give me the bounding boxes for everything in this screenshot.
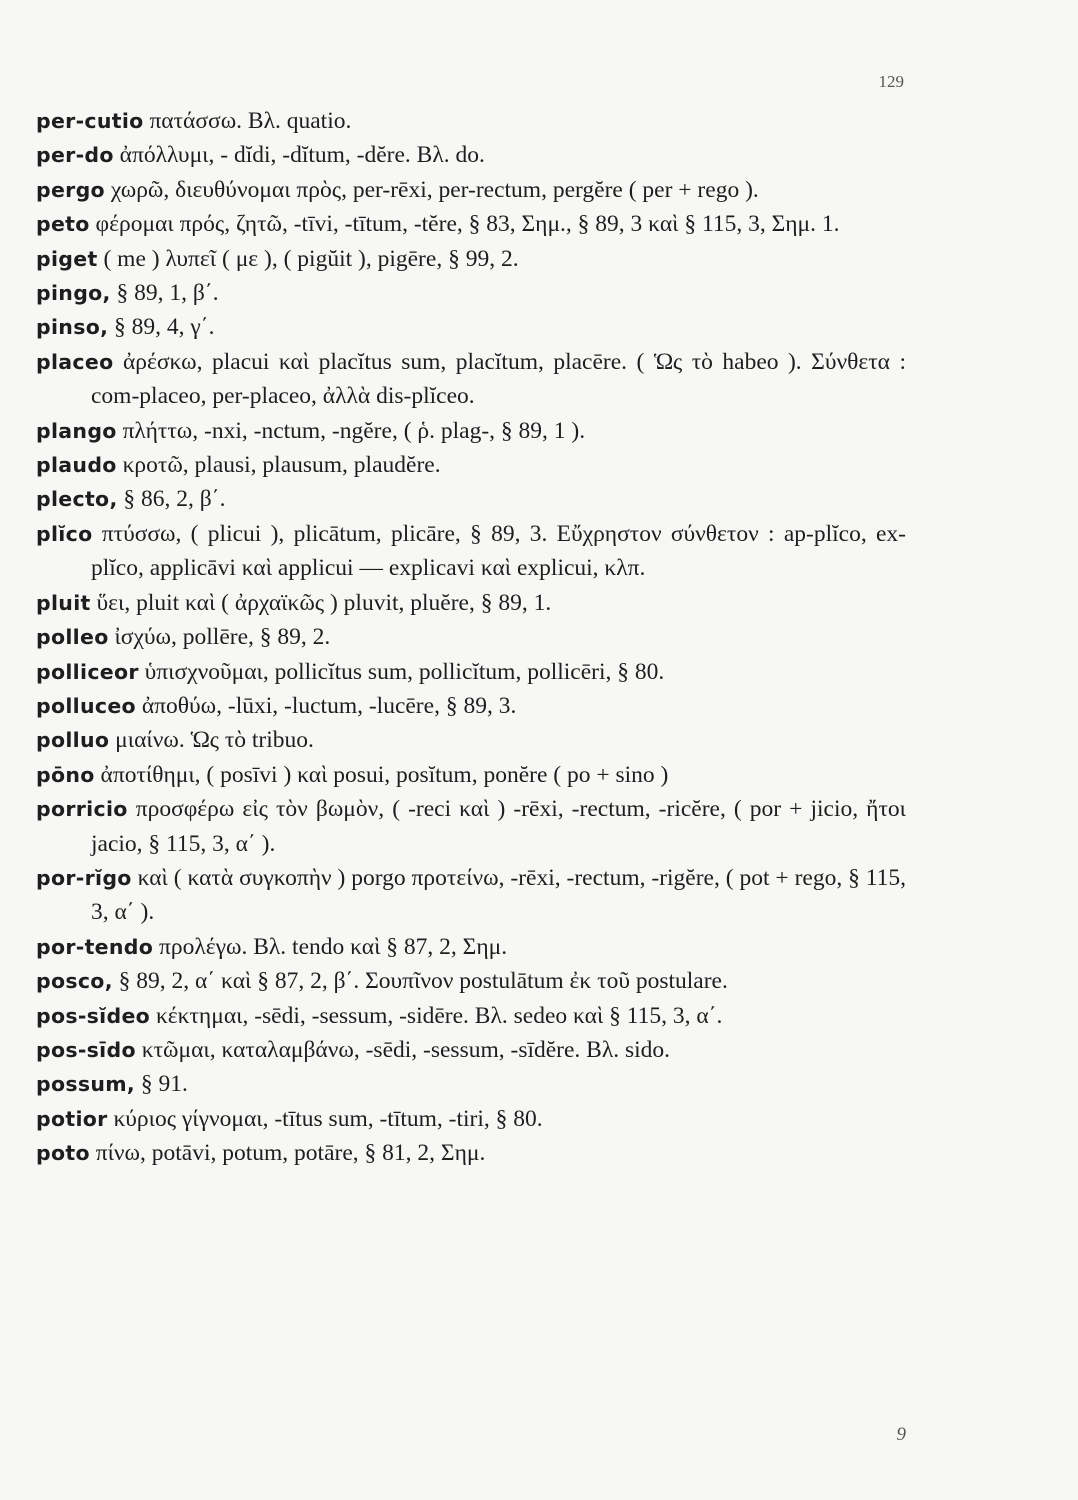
entry-definition: προσφέρω εἰς τὸν βωμὸν, ( -reci καὶ ) -rēxi, -rectum, -ricĕre, ( por + jicio, ἤτοι jacio, § 115, 3, α΄ ).: [91, 796, 906, 857]
dictionary-entry: [36, 655, 906, 689]
entry-headword: polleo: [36, 625, 109, 650]
entry-definition: φέρομαι πρός, ζητῶ, -tīvi, -tītum, -tĕre, § 83, Σημ., § 89, 3 καὶ § 115, 3, Σημ. 1.: [95, 211, 840, 238]
entry-headword: plaudo: [36, 453, 117, 478]
dictionary-entry: [36, 1136, 906, 1170]
entry-headword: posco,: [36, 969, 113, 994]
dictionary-entry: [36, 586, 906, 620]
dictionary-entry: [36, 345, 906, 414]
dictionary-entry: [36, 861, 906, 930]
entry-definition: κροτῶ, plausi, plausum, plaudĕre.: [122, 452, 441, 479]
entry-headword: placeo: [36, 349, 114, 374]
page-number: 129: [878, 72, 904, 91]
dictionary-entry: [36, 689, 906, 723]
entry-definition: πλήττω, -nxi, -nctum, -ngĕre, ( ῥ. plag-, § 89, 1 ).: [122, 417, 586, 444]
dictionary-entry: [36, 310, 906, 344]
entry-headword: por-rĭgo: [36, 865, 132, 890]
entry-headword: pinso,: [36, 315, 109, 340]
entry-headword: plĭco: [36, 521, 93, 546]
entry-headword: per-do: [36, 143, 114, 168]
entry-definition: πατάσσω. Βλ. quatio.: [149, 108, 352, 134]
entry-definition: § 91.: [140, 1071, 188, 1098]
dictionary-entry: [36, 207, 906, 241]
entry-definition: κτῶμαι, καταλαμβάνω, -sēdi, -sessum, -sīdĕre. Βλ. sido.: [141, 1036, 671, 1063]
entry-headword: pos-sīdo: [36, 1037, 136, 1062]
entry-headword: potior: [36, 1106, 108, 1131]
dictionary-entry: [36, 482, 906, 516]
dictionary-entry: [36, 620, 906, 654]
entry-headword: piget: [36, 246, 98, 271]
entry-definition: § 86, 2, β΄.: [123, 486, 226, 513]
entry-headword: pluit: [36, 590, 91, 615]
dictionary-entry: [36, 1033, 906, 1067]
entry-definition: κέκτημαι, -sēdi, -sessum, -sidēre. Βλ. sedeo καὶ § 115, 3, α΄.: [155, 1002, 723, 1029]
entry-definition: ὕει, pluit καὶ ( ἀρχαϊκῶς ) pluvit, pluĕre, § 89, 1.: [96, 589, 552, 616]
entry-headword: polluceo: [36, 693, 136, 718]
dictionary-entry: [36, 758, 906, 792]
dictionary-entry: [36, 276, 906, 310]
entry-definition: ἰσχύω, pollēre, § 89, 2.: [114, 624, 331, 651]
entry-headword: per-cutio: [36, 109, 144, 133]
entry-definition: ( me ) λυπεῖ ( με ), ( pigŭit ), pigēre, § 99, 2.: [103, 245, 519, 272]
dictionary-entry: [36, 930, 906, 964]
dictionary-entry: [36, 1102, 906, 1136]
dictionary-entry: [36, 104, 906, 138]
entry-definition: προλέγω. Βλ. tendo καὶ § 87, 2, Σημ.: [159, 933, 508, 960]
signature-mark: 9: [896, 1424, 906, 1445]
entry-definition: ἀρέσκω, placui καὶ placĭtus sum, placĭtum, placēre. ( Ὡς τὸ habeo ). Σύνθετα : com-placeo, per-placeo, ἀλλὰ dis-plĭceo.: [91, 348, 906, 410]
entry-headword: possum,: [36, 1072, 136, 1097]
entry-definition: χωρῶ, διευθύνομαι πρὸς, per-rēxi, per-rectum, pergĕre ( per + rego ).: [110, 176, 759, 203]
entry-definition: § 89, 1, β΄.: [116, 280, 219, 307]
entry-headword: plango: [36, 418, 117, 443]
dictionary-entry: [36, 173, 906, 207]
dictionary-entry: [36, 138, 906, 172]
dictionary-entry: [36, 964, 906, 998]
entry-headword: plecto,: [36, 487, 118, 512]
dictionary-entry: [36, 1067, 906, 1101]
entry-definition: ἀπόλλυμι, - dĭdi, -dĭtum, -dĕre. Βλ. do.: [119, 142, 485, 169]
dictionary-entry: [36, 792, 906, 861]
dictionary-entry: [36, 517, 906, 586]
entry-headword: pergo: [36, 177, 105, 202]
entry-headword: peto: [36, 212, 90, 237]
entry-headword: pōno: [36, 762, 95, 787]
dictionary-entry: [36, 242, 906, 276]
entry-definition: κύριος γίγνομαι, -tītus sum, -tītum, -tiri, § 80.: [113, 1105, 543, 1132]
entry-definition: ἀποτίθημι, ( posīvi ) καὶ posui, posĭtum, ponĕre ( po + sino ): [100, 761, 669, 788]
entry-definition: πτύσσω, ( plicui ), plicātum, plicāre, § 89, 3. Εὔχρηστον σύνθετον : ap-plĭco, ex-plĭco, applicāvi καὶ applicui — explicavi καὶ explicui, κλπ.: [91, 520, 906, 582]
entry-headword: pingo,: [36, 281, 111, 306]
entry-headword: polliceor: [36, 659, 139, 684]
dictionary-entries: [36, 104, 906, 1171]
entry-definition: μιαίνω. Ὡς τὸ tribuo.: [115, 727, 314, 754]
dictionary-entry: [36, 723, 906, 757]
dictionary-entry: [36, 414, 906, 448]
entry-definition: ἀποθύω, -lūxi, -luctum, -lucēre, § 89, 3.: [141, 692, 517, 719]
dictionary-entry: [36, 448, 906, 482]
entry-headword: por-tendo: [36, 934, 154, 959]
entry-headword: polluo: [36, 728, 110, 753]
entry-definition: ὑπισχνοῦμαι, pollicĭtus sum, pollicĭtum, pollicēri, § 80.: [144, 658, 665, 685]
dictionary-entry: [36, 999, 906, 1033]
entry-definition: πίνω, potāvi, potum, potāre, § 81, 2, Σημ.: [95, 1140, 486, 1167]
entry-headword: poto: [36, 1141, 90, 1166]
entry-headword: pos-sĭdeo: [36, 1003, 151, 1028]
entry-definition: § 89, 2, α΄ καὶ § 87, 2, β΄. Σουπῖνον postulātum ἐκ τοῦ postulare.: [118, 968, 728, 995]
entry-definition: καὶ ( κατὰ συγκοπὴν ) porgo προτείνω, -rēxi, -rectum, -rigĕre, ( pot + rego, § 115, 3, α΄ ).: [91, 864, 906, 926]
entry-definition: § 89, 4, γ΄.: [114, 314, 215, 341]
entry-headword: porricio: [36, 797, 128, 822]
